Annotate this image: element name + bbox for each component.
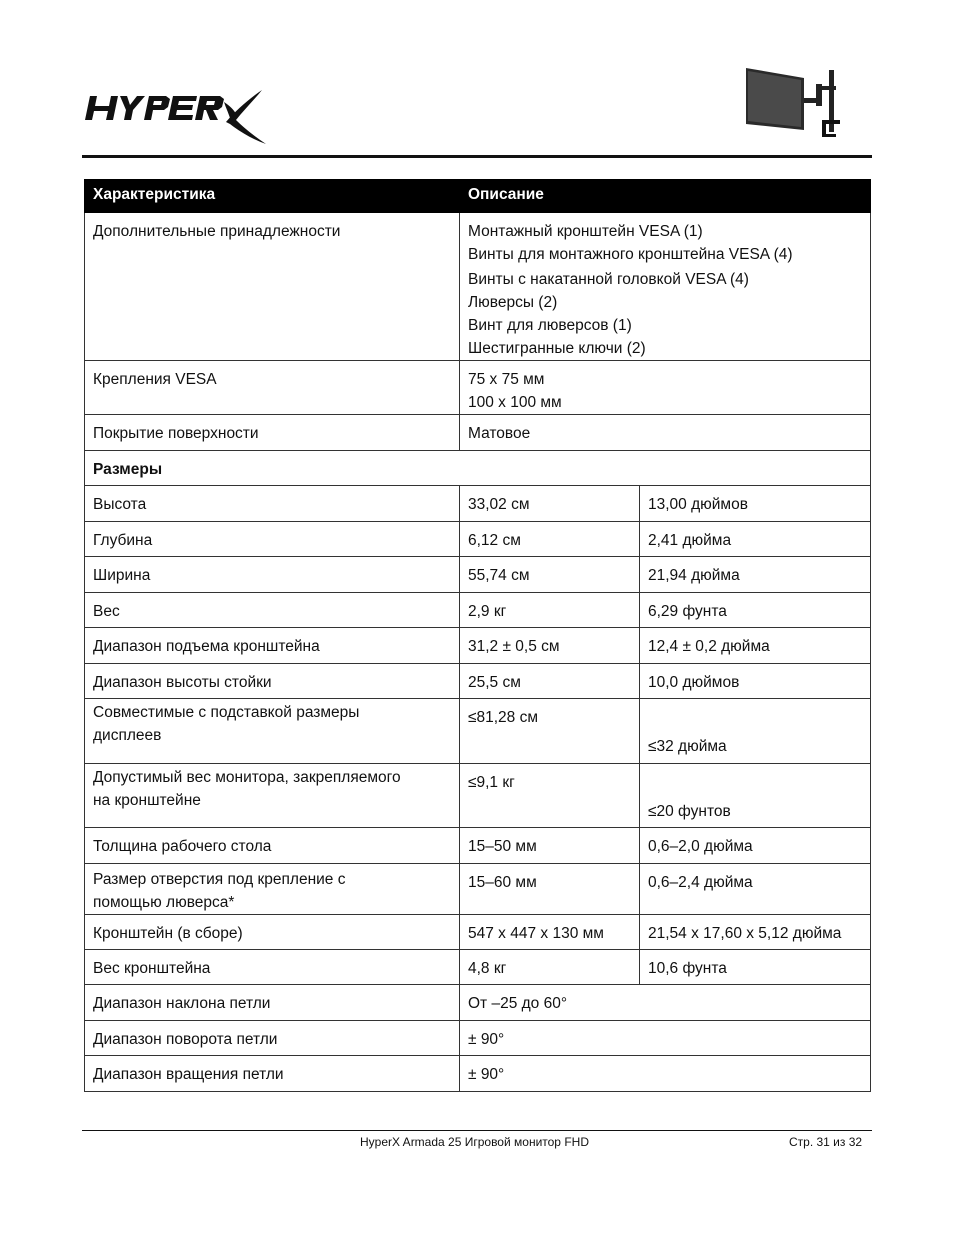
- imperial-value: 10,0 дюймов: [640, 664, 871, 699]
- footer-rule: [82, 1130, 872, 1131]
- table-row: [85, 864, 871, 915]
- row-label: Диапазон наклона петли: [85, 985, 460, 1021]
- row-label: Дополнительные принадлежности: [85, 213, 460, 361]
- table-row: [85, 1021, 871, 1056]
- metric-value: ≤9,1 кг: [460, 764, 640, 828]
- accessory-item: Люверсы (2): [468, 294, 558, 311]
- row-value: ± 90°: [460, 1021, 871, 1056]
- imperial-value: 12,4 ± 0,2 дюйма: [640, 628, 871, 664]
- imperial-value: 6,29 фунта: [640, 593, 871, 628]
- imperial-value: 21,94 дюйма: [640, 557, 871, 593]
- imperial-value: ≤32 дюйма: [640, 699, 871, 764]
- metric-value: 31,2 ± 0,5 см: [460, 628, 640, 664]
- metric-value: 15–60 мм: [460, 864, 640, 915]
- row-label: Высота: [85, 486, 460, 522]
- metric-value: 15–50 мм: [460, 828, 640, 864]
- row-label-line: помощью люверса*: [93, 894, 235, 911]
- table-row: [85, 213, 871, 361]
- row-label: [85, 699, 460, 764]
- row-label: [85, 764, 460, 828]
- column-header: Описание: [460, 180, 871, 213]
- table-row: [85, 486, 871, 522]
- row-label: Покрытие поверхности: [85, 415, 460, 451]
- accessory-item: Винты с накатанной головкой VESA (4): [468, 271, 749, 288]
- row-label: Диапазон высоты стойки: [85, 664, 460, 699]
- row-value: Матовое: [460, 415, 871, 451]
- row-value: [460, 213, 871, 361]
- row-label: Крепления VESA: [85, 361, 460, 415]
- vesa-value: 75 x 75 мм: [468, 371, 545, 388]
- row-label: Диапазон вращения петли: [85, 1056, 460, 1092]
- vesa-value: 100 x 100 мм: [468, 394, 562, 411]
- imperial-value: 2,41 дюйма: [640, 522, 871, 557]
- hyperx-logo: [84, 88, 270, 148]
- row-label-line: Размер отверстия под крепление с: [93, 871, 346, 888]
- metric-value: 547 x 447 x 130 мм: [460, 915, 640, 950]
- row-label: Диапазон поворота петли: [85, 1021, 460, 1056]
- table-row: [85, 664, 871, 699]
- accessory-item: Винты для монтажного кронштейна VESA (4): [468, 246, 793, 263]
- accessory-item: Винт для люверсов (1): [468, 317, 632, 334]
- metric-value: 33,02 см: [460, 486, 640, 522]
- row-label: Диапазон подъема кронштейна: [85, 628, 460, 664]
- table-row: [85, 361, 871, 415]
- row-label: Вес: [85, 593, 460, 628]
- metric-value: 2,9 кг: [460, 593, 640, 628]
- imperial-value: ≤20 фунтов: [640, 764, 871, 828]
- accessory-item: Шестигранные ключи (2): [468, 340, 646, 357]
- imperial-value: 0,6–2,4 дюйма: [640, 864, 871, 915]
- table-row: [85, 557, 871, 593]
- table-row: [85, 950, 871, 985]
- row-label: Глубина: [85, 522, 460, 557]
- table-row: [85, 828, 871, 864]
- imperial-value: 10,6 фунта: [640, 950, 871, 985]
- section-row: [85, 451, 871, 486]
- row-label: Толщина рабочего стола: [85, 828, 460, 864]
- row-label-line: дисплеев: [93, 727, 162, 744]
- spec-table: [84, 179, 871, 1092]
- row-label: Ширина: [85, 557, 460, 593]
- table-row: [85, 415, 871, 451]
- table-row: [85, 915, 871, 950]
- row-label-line: Совместимые с подставкой размеры: [93, 704, 360, 721]
- metric-value: 4,8 кг: [460, 950, 640, 985]
- table-row: [85, 699, 871, 764]
- table-header-row: [85, 180, 871, 213]
- table-row: [85, 593, 871, 628]
- footer-page-number: Стр. 31 из 32: [789, 1135, 863, 1149]
- metric-value: 25,5 см: [460, 664, 640, 699]
- row-label: [85, 864, 460, 915]
- imperial-value: 0,6–2,0 дюйма: [640, 828, 871, 864]
- row-label-line: Допустимый вес монитора, закрепляемого: [93, 769, 401, 786]
- monitor-arm-icon: [742, 64, 842, 140]
- section-title: Размеры: [85, 451, 871, 486]
- imperial-value: 13,00 дюймов: [640, 486, 871, 522]
- header-rule: [82, 155, 872, 158]
- table-row: [85, 1056, 871, 1092]
- metric-value: 6,12 см: [460, 522, 640, 557]
- imperial-value: 21,54 x 17,60 x 5,12 дюйма: [640, 915, 871, 950]
- row-value: ± 90°: [460, 1056, 871, 1092]
- row-label: Вес кронштейна: [85, 950, 460, 985]
- metric-value: ≤81,28 см: [460, 699, 640, 764]
- row-label-line: на кронштейне: [93, 792, 201, 809]
- row-value: [460, 361, 871, 415]
- row-label: Кронштейн (в сборе): [85, 915, 460, 950]
- table-row: [85, 985, 871, 1021]
- footer-document-title: HyperX Armada 25 Игровой монитор FHD: [360, 1135, 589, 1149]
- table-row: [85, 628, 871, 664]
- metric-value: 55,74 см: [460, 557, 640, 593]
- table-row: [85, 522, 871, 557]
- row-value: От –25 до 60°: [460, 985, 871, 1021]
- accessory-item: Монтажный кронштейн VESA (1): [468, 223, 703, 240]
- table-row: [85, 764, 871, 828]
- column-header: Характеристика: [85, 180, 460, 213]
